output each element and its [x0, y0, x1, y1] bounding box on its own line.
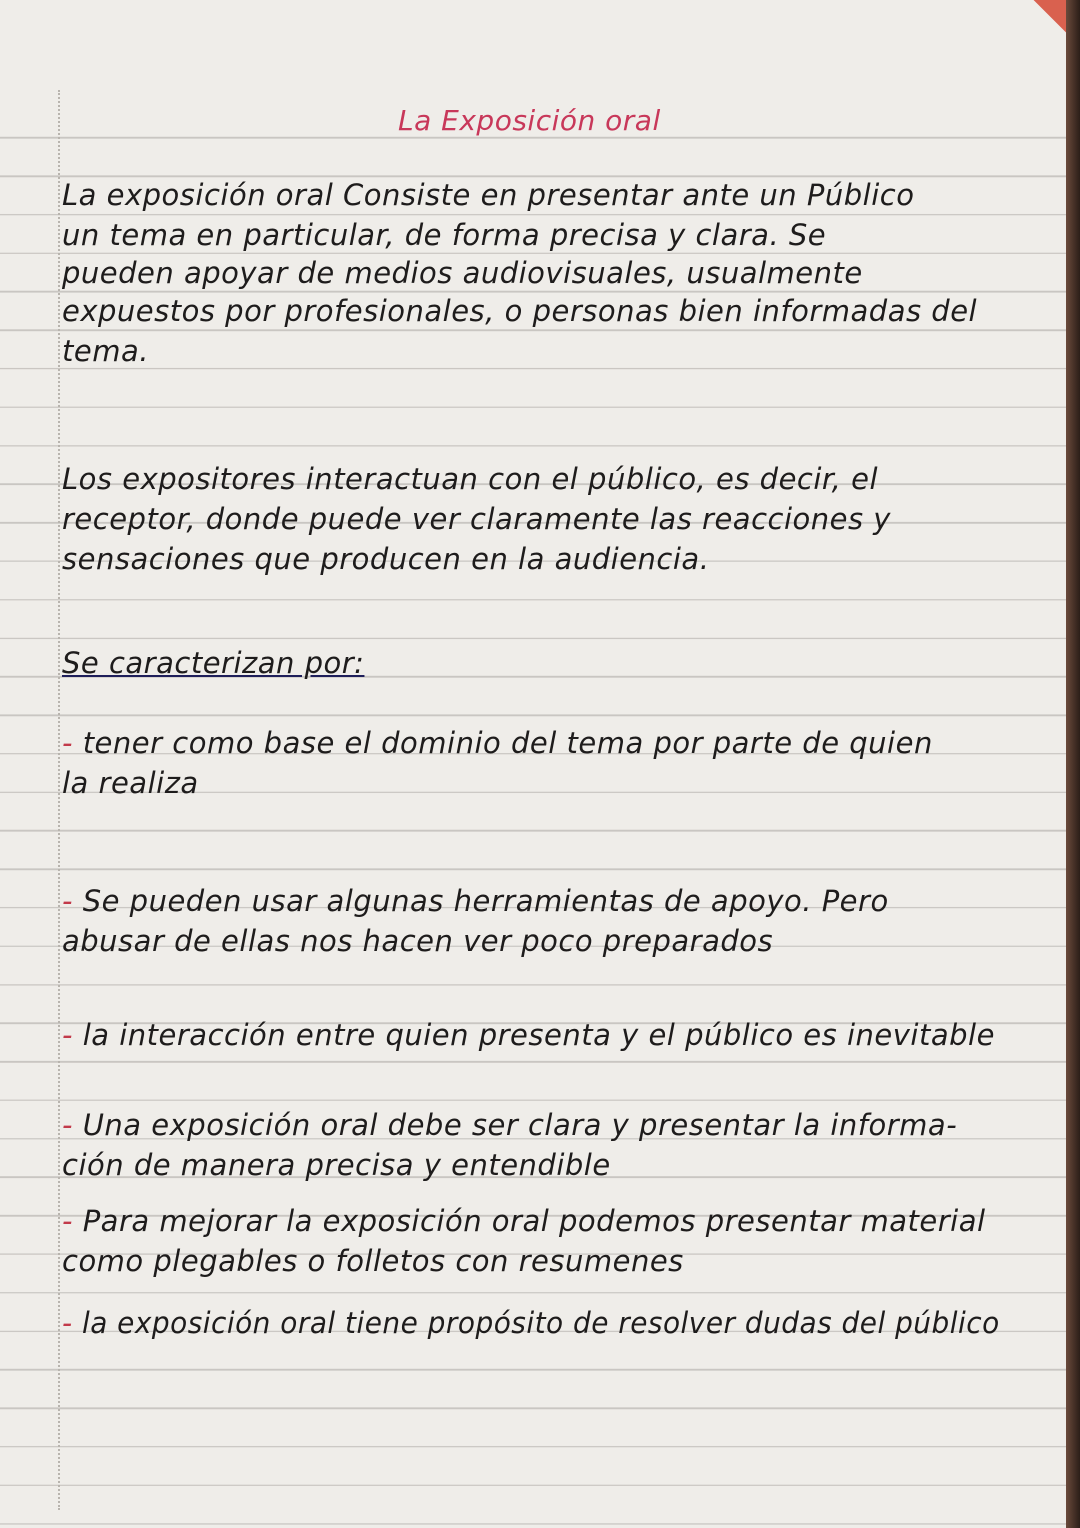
paragraph-line: tema. — [62, 334, 149, 368]
bullet-line: ción de manera precisa y entendible — [62, 1148, 611, 1182]
bullet-line — [62, 1306, 1000, 1340]
paragraph-line: Los expositores interactuan con el público, es decir, el — [62, 462, 879, 496]
bullet-line — [62, 884, 889, 918]
bullet-line — [62, 726, 933, 760]
page-corner — [1026, 0, 1066, 40]
bullet-text: la exposición oral tiene propósito de resolver dudas del público — [81, 1306, 1000, 1340]
section-heading: Se caracterizan por: — [62, 646, 365, 680]
paragraph-line: un tema en particular, de forma precisa y clara. Se — [62, 218, 827, 252]
paragraph-line: La exposición oral Consiste en presentar ante un Público — [62, 178, 915, 212]
bullet-line — [62, 1018, 995, 1052]
paragraph-line: receptor, donde puede ver claramente las reacciones y — [62, 502, 891, 536]
bullet-line: la realiza — [62, 766, 199, 800]
paragraph-line: expuestos por profesionales, o personas bien informadas del — [62, 294, 978, 328]
bullet-dash: - — [62, 1108, 73, 1142]
bullet-line: abusar de ellas nos hacen ver poco preparados — [62, 924, 774, 958]
bullet-dash: - — [62, 1018, 73, 1052]
bullet-dash: - — [62, 1204, 73, 1238]
notebook-cover-edge — [1066, 0, 1080, 1528]
margin-line — [58, 90, 60, 1510]
bullet-line — [62, 1108, 957, 1142]
page-title: La Exposición oral — [398, 104, 661, 137]
paragraph-line: sensaciones que producen en la audiencia. — [62, 542, 710, 576]
bullet-text: Se pueden usar algunas herramientas de apoyo. Pero — [82, 884, 889, 918]
bullet-line — [62, 1204, 986, 1238]
bullet-line: como plegables o folletos con resumenes — [62, 1244, 684, 1278]
bullet-text: Para mejorar la exposición oral podemos presentar material — [82, 1204, 986, 1238]
bullet-dash: - — [62, 1306, 73, 1340]
bullet-text: tener como base el dominio del tema por parte de quien — [82, 726, 933, 760]
bullet-dash: - — [62, 884, 73, 918]
paragraph-line: pueden apoyar de medios audiovisuales, usualmente — [62, 256, 863, 290]
bullet-dash: - — [62, 726, 73, 760]
bullet-text: Una exposición oral debe ser clara y presentar la informa- — [82, 1108, 958, 1142]
bullet-text: la interacción entre quien presenta y el público es inevitable — [82, 1018, 995, 1052]
